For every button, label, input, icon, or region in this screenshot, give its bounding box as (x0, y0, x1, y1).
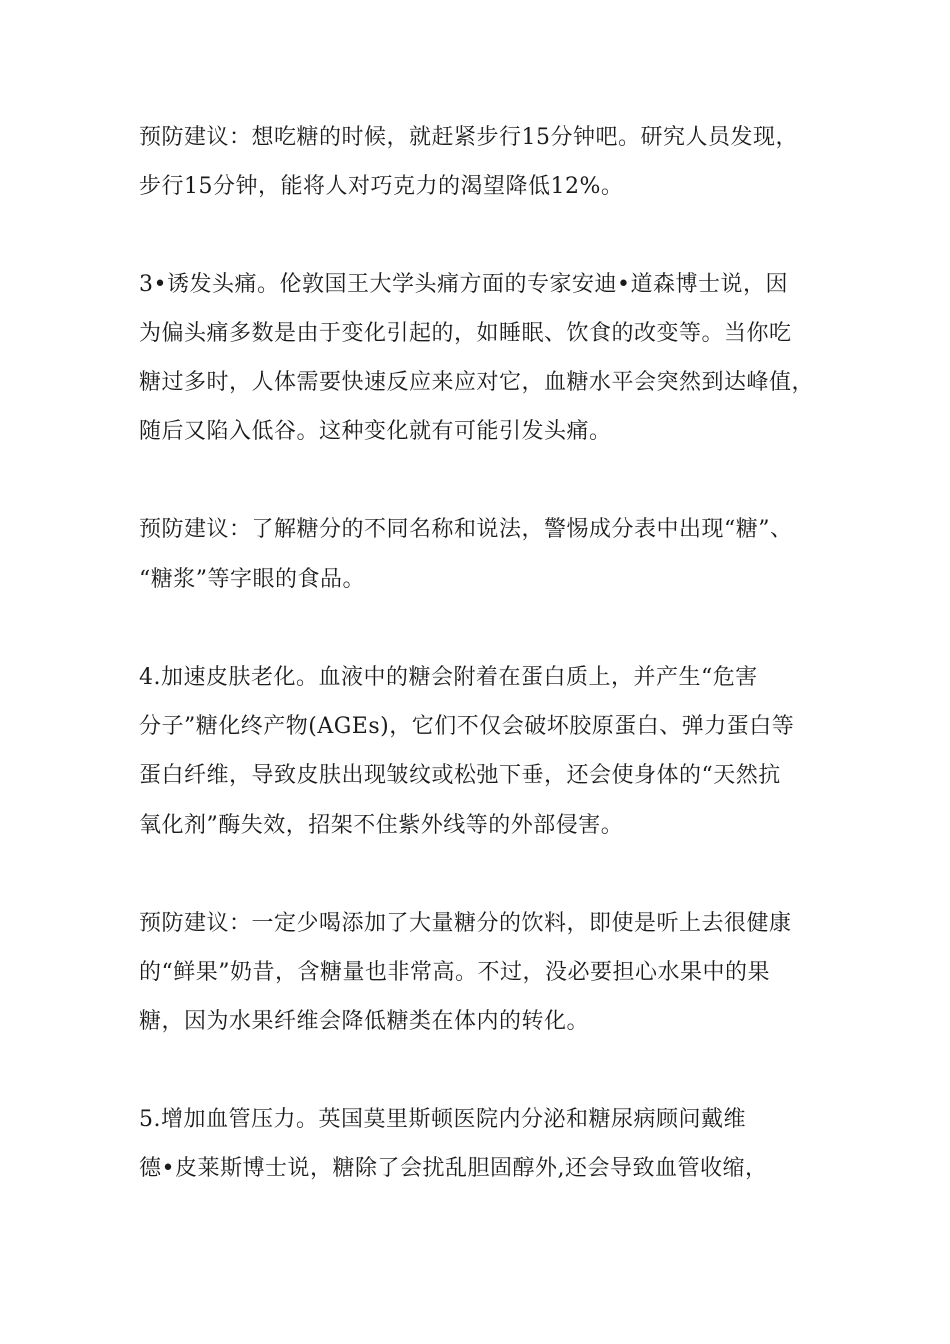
advice-1-line-2: 步行15分钟，能将人对巧克力的渴望降低12%。 (139, 174, 624, 199)
point-3-line-3: 糖过多时，人体需要快速反应来应对它，血糖水平会突然到达峰值， (139, 370, 815, 395)
point-3-line-2: 为偏头痛多数是由于变化引起的，如睡眠、饮食的改变等。当你吃 (139, 321, 792, 346)
advice-3-line-1: 预防建议：了解糖分的不同名称和说法，警惕成分表中出现“糖”、 (139, 517, 793, 542)
advice-1-line-1: 预防建议：想吃糖的时候，就赶紧步行15分钟吧。研究人员发现， (139, 125, 798, 150)
advice-4-line-1: 预防建议：一定少喝添加了大量糖分的饮料，即使是听上去很健康 (139, 911, 792, 936)
point-4-line-4: 氧化剂”酶失效，招架不住紫外线等的外部侵害。 (139, 813, 624, 838)
point-4-line-3: 蛋白纤维，导致皮肤出现皱纹或松弛下垂，还会使身体的“天然抗 (139, 763, 781, 788)
point-5-line-1: 5.增加血管压力。英国莫里斯顿医院内分泌和糖尿病顾问戴维 (139, 1107, 746, 1132)
advice-4-line-3: 糖，因为水果纤维会降低糖类在体内的转化。 (139, 1009, 590, 1034)
point-5-line-2: 德•皮莱斯博士说，糖除了会扰乱胆固醇外,还会导致血管收缩， (139, 1156, 768, 1181)
point-3-line-1: 3•诱发头痛。伦敦国王大学头痛方面的专家安迪•道森博士说，因 (139, 272, 788, 297)
point-3-line-4: 随后又陷入低谷。这种变化就有可能引发头痛。 (139, 419, 612, 444)
point-4-line-1: 4.加速皮肤老化。血液中的糖会附着在蛋白质上，并产生“危害 (139, 665, 758, 690)
point-4-line-2: 分子”糖化终产物(AGEs)，它们不仅会破坏胶原蛋白、弹力蛋白等 (139, 714, 795, 739)
advice-4-line-2: 的“鲜果”奶昔，含糖量也非常高。不过，没必要担心水果中的果 (139, 960, 770, 985)
advice-3-line-2: “糖浆”等字眼的食品。 (139, 567, 365, 592)
